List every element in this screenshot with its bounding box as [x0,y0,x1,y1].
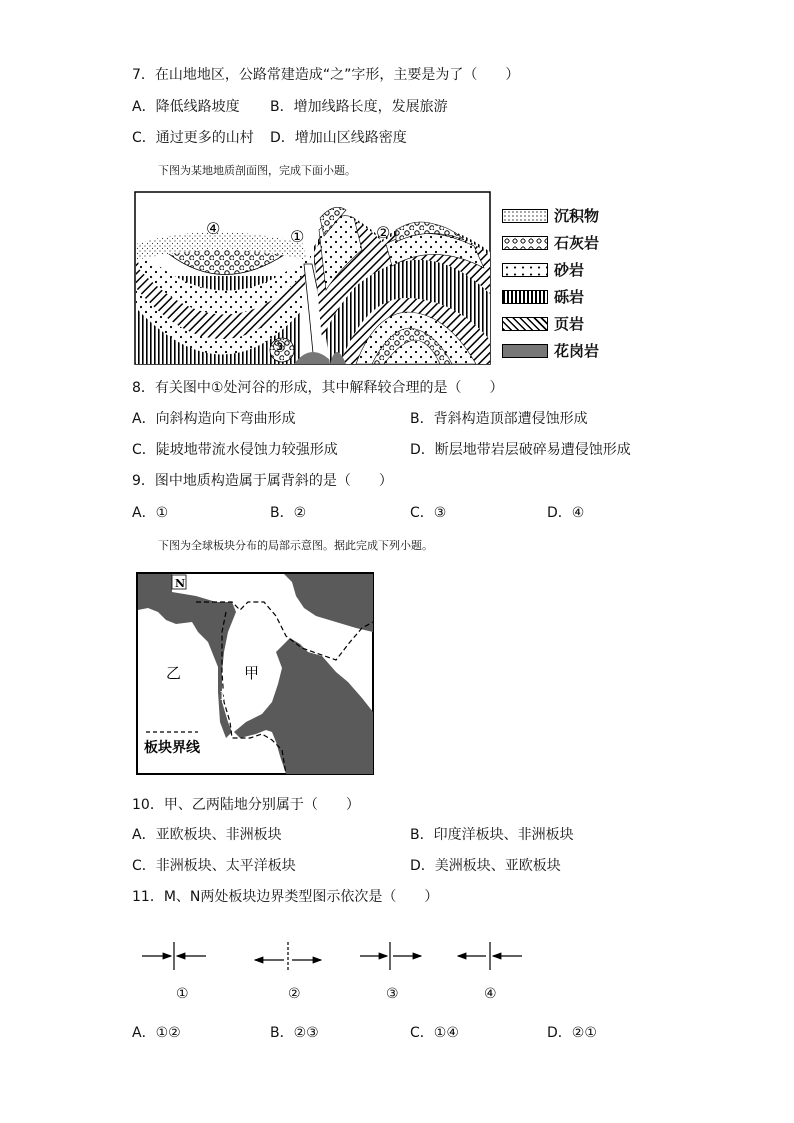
plate-label-m: M [220,689,234,703]
sediment-swatch [502,209,548,223]
q7-option-b: B．增加线路长度，发展旅游 [270,99,448,115]
legend-sandstone [502,259,584,280]
q7-option-c: C．通过更多的山村 [132,130,254,146]
q10-option-a: A．亚欧板块、非洲板块 [132,827,282,843]
legend-sandstone-label: 砂岩 [554,261,585,279]
boundary-diagram-1 [142,942,206,970]
q8-option-c: C．陡坡地带流水侵蚀力较强形成 [132,442,338,458]
q8-option-a: A．向斜构造向下弯曲形成 [132,411,296,427]
q8-option-d: D．断层地带岩层破碎易遭侵蚀形成 [410,442,631,458]
q9-option-d: D．④ [547,505,585,521]
q11-stem: 11．M、N两处板块边界类型图示依次是（ ） [132,889,439,905]
q9-stem: 9．图中地质构造属于属背斜的是（ ） [132,473,393,489]
diagram-label-4: ④ [484,986,497,1002]
geo-label-1: ① [290,227,305,246]
plate-boundary-legend: 板块界线 [144,740,200,756]
boundary-diagram-3 [360,942,421,970]
q9-option-b: B．② [270,505,307,521]
q11-option-a: A．①② [132,1025,181,1041]
q10-option-c: C．非洲板块、太平洋板块 [132,858,296,874]
shale-swatch [502,317,548,331]
legend-granite [502,340,599,361]
legend-conglomerate-label: 砾岩 [554,288,585,306]
intro-plates: 下图为全球板块分布的局部示意图。据此完成下列小题。 [158,539,433,552]
legend-limestone [502,232,599,253]
legend-sediment [502,205,599,226]
geo-label-4: ④ [206,219,221,238]
q7-stem: 7．在山地地区，公路常建造成“之”字形，主要是为了（ ） [132,67,520,83]
diagram-label-1: ① [176,986,189,1002]
legend-conglomerate [502,286,584,307]
geo-label-2: ② [376,223,391,242]
plate-map-figure [136,572,374,779]
sandstone-swatch [502,263,548,277]
q10-option-b: B．印度洋板块、非洲板块 [410,827,574,843]
q10-option-d: D．美洲板块、亚欧板块 [410,858,561,874]
legend-sediment-label: 沉积物 [554,207,600,225]
geo-label-3: ③ [272,337,287,356]
diagram-label-3: ③ [386,986,399,1002]
limestone-swatch [502,236,548,250]
q10-stem: 10．甲、乙两陆地分别属于（ ） [132,797,360,813]
q11-option-b: B．②③ [270,1025,319,1041]
plate-label-n: N [175,577,186,590]
q8-stem: 8．有关图中①处河谷的形成，其中解释较合理的是（ ） [132,380,504,396]
q9-option-a: A．① [132,505,169,521]
granite-swatch [502,344,548,358]
q7-option-a: A．降低线路坡度 [132,99,240,115]
conglomerate-swatch [502,290,548,304]
land-label-yi: 乙 [166,664,182,682]
intro-geology: 下图为某地地质剖面图，完成下面小题。 [158,164,356,177]
q7-option-d: D．增加山区线路密度 [270,130,407,146]
q11-option-d: D．②① [547,1025,597,1041]
boundary-diagram-4 [458,942,522,970]
q9-option-c: C．③ [410,505,447,521]
q11-option-c: C．①④ [410,1025,459,1041]
diagram-label-2: ② [288,986,301,1002]
boundary-diagram-2 [255,942,321,970]
boundary-arrows-figure [138,938,538,982]
legend-limestone-label: 石灰岩 [554,234,600,252]
q8-option-b: B．背斜构造顶部遭侵蚀形成 [410,411,588,427]
legend-shale-label: 页岩 [554,315,585,333]
land-label-jia: 甲 [244,664,260,682]
legend-shale [502,313,584,334]
legend-granite-label: 花岗岩 [554,342,600,360]
